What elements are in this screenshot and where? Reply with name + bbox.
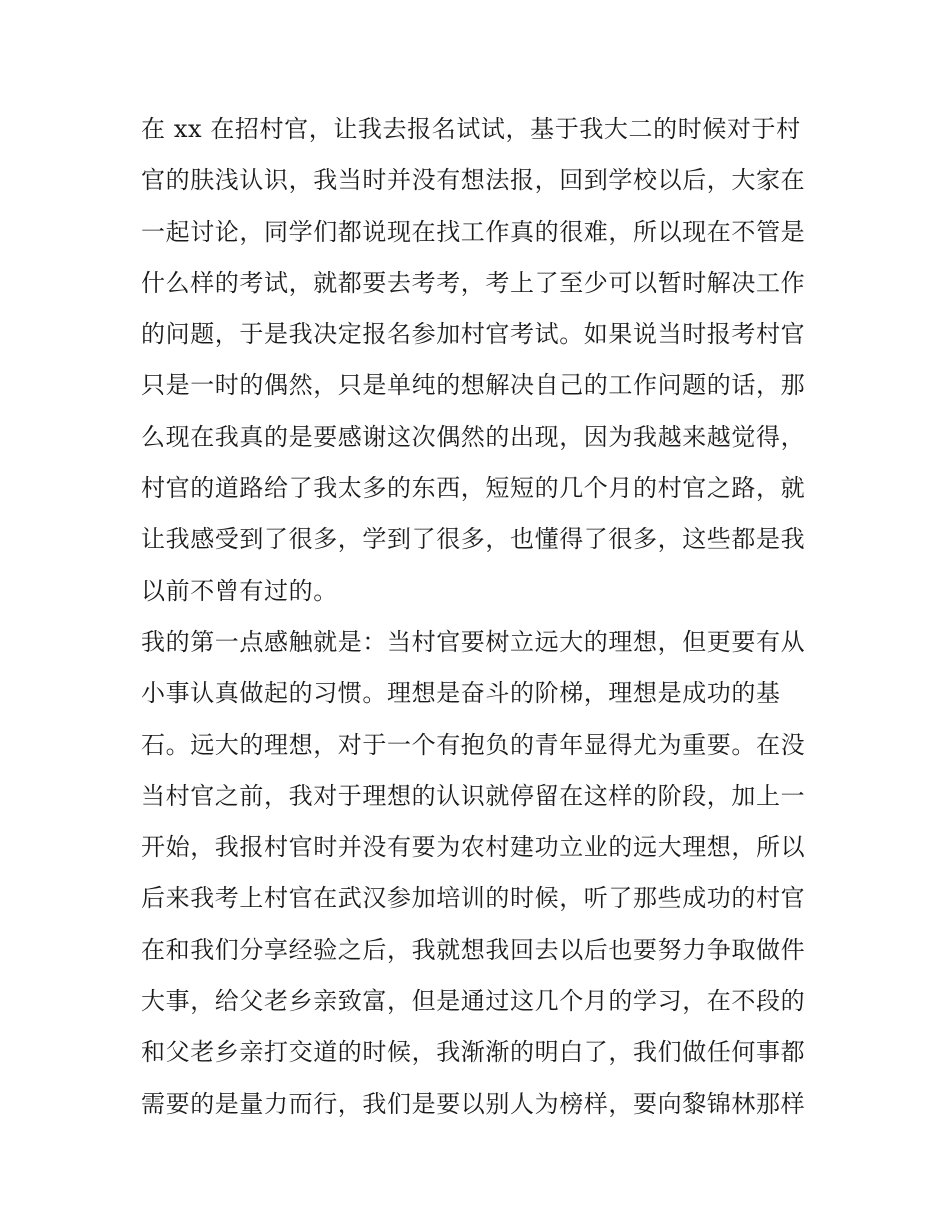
text-line: 后来我考上村官在武汉参加培训的时候，听了那些成功的村官 bbox=[141, 884, 806, 913]
text-line: 需要的是量力而行，我们是要以别人为榜样，要向黎锦林那样 bbox=[141, 1089, 806, 1118]
text-line: 官的肤浅认识，我当时并没有想法报，回到学校以后，大家在 bbox=[141, 166, 806, 195]
text-line: 我的第一点感触就是：当村官要树立远大的理想，但更要有从 bbox=[141, 627, 806, 656]
text-line: 让我感受到了很多，学到了很多，也懂得了很多，这些都是我 bbox=[141, 525, 806, 554]
text-line: 只是一时的偶然，只是单纯的想解决自己的工作问题的话，那 bbox=[141, 371, 806, 400]
text-line: 一起讨论，同学们都说现在找工作真的很难，所以现在不管是 bbox=[141, 217, 806, 246]
text-line: 以前不曾有过的。 bbox=[141, 576, 338, 605]
text-line: 小事认真做起的习惯。理想是奋斗的阶梯，理想是成功的基 bbox=[141, 679, 781, 708]
text-line: 什么样的考试，就都要去考考，考上了至少可以暂时解决工作 bbox=[141, 268, 806, 297]
text-line: 石。远大的理想，对于一个有抱负的青年显得尤为重要。在没 bbox=[141, 730, 806, 759]
text-line: 么现在我真的是要感谢这次偶然的出现，因为我越来越觉得， bbox=[141, 422, 806, 451]
text-line: 在和我们分享经验之后，我就想我回去以后也要努力争取做件 bbox=[141, 935, 806, 964]
text-line: 村官的道路给了我太多的东西，短短的几个月的村官之路，就 bbox=[141, 474, 806, 503]
text-line: 和父老乡亲打交道的时候，我渐渐的明白了，我们做任何事都 bbox=[141, 1038, 806, 1067]
text-line: 大事，给父老乡亲致富，但是通过这几个月的学习，在不段的 bbox=[141, 987, 806, 1016]
text-line: 开始，我报村官时并没有要为农村建功立业的远大理想，所以 bbox=[141, 833, 806, 862]
body-text bbox=[141, 104, 821, 1130]
text-line: 的问题，于是我决定报名参加村官考试。如果说当时报考村官 bbox=[141, 320, 806, 349]
text-line: 当村官之前，我对于理想的认识就停留在这样的阶段，加上一 bbox=[141, 781, 806, 810]
text-line: 在 xx 在招村官，让我去报名试试，基于我大二的时候对于村 bbox=[141, 115, 801, 143]
